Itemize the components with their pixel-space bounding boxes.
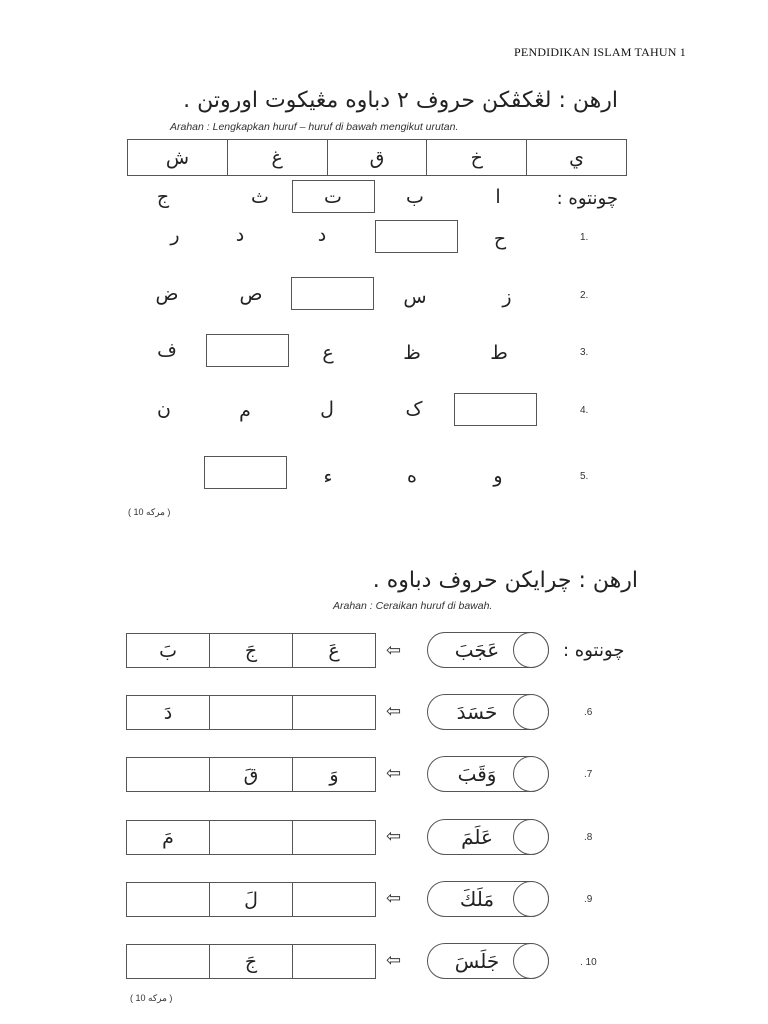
left-arrow-icon: ⇦ xyxy=(386,950,402,971)
pill-circle-icon xyxy=(513,943,549,979)
question-number: .9 xyxy=(584,894,593,905)
sequence-letter: ط xyxy=(490,342,508,364)
word-pill xyxy=(427,819,549,855)
split-cell[interactable] xyxy=(293,696,375,729)
question-number: 4. xyxy=(580,405,589,416)
split-cell[interactable] xyxy=(127,758,210,791)
split-answer-row xyxy=(126,944,376,979)
pill-circle-icon xyxy=(513,819,549,855)
answer-box[interactable] xyxy=(206,334,289,367)
split-cell: لَ xyxy=(210,883,293,916)
answer-box[interactable] xyxy=(204,456,287,489)
left-arrow-icon: ⇦ xyxy=(386,763,402,784)
word-text: عَجَبَ xyxy=(454,638,500,662)
sequence-letter: س xyxy=(403,286,427,308)
left-arrow-icon: ⇦ xyxy=(386,888,402,909)
pill-circle-icon xyxy=(513,694,549,730)
left-arrow-icon: ⇦ xyxy=(386,701,402,722)
sequence-letter: ص xyxy=(239,283,263,305)
word-pill xyxy=(427,881,549,917)
question-number: .7 xyxy=(584,769,593,780)
word-pill xyxy=(427,756,549,792)
section2-title-jawi: ارهن : چرايکن حروف دباوه . xyxy=(372,568,638,593)
split-cell: جَ xyxy=(210,945,293,978)
page-header: PENDIDIKAN ISLAM TAHUN 1 xyxy=(514,45,686,59)
example-letter: ث xyxy=(251,186,269,208)
letter-bank-cell: ق xyxy=(327,140,427,175)
split-cell[interactable] xyxy=(210,696,293,729)
split-answer-row xyxy=(126,882,376,917)
sequence-letter: ء xyxy=(323,466,333,488)
word-text: مَلَكَ xyxy=(459,887,495,911)
question-number: 1. xyxy=(580,232,589,243)
split-cell[interactable] xyxy=(127,945,210,978)
sequence-letter: ز xyxy=(502,286,512,308)
question-number: .6 xyxy=(584,707,593,718)
sequence-letter: د xyxy=(235,224,245,246)
marks-label: ( 10 مرکه ) xyxy=(130,993,173,1003)
example-letter: ت xyxy=(324,186,342,208)
split-cell[interactable] xyxy=(293,821,375,854)
word-pill xyxy=(427,632,549,668)
sequence-letter: ه xyxy=(407,465,417,487)
word-text: عَلَمَ xyxy=(461,825,493,849)
left-arrow-icon: ⇦ xyxy=(386,826,402,847)
question-number: .8 xyxy=(584,832,593,843)
example-label: چونتوه : xyxy=(563,640,625,661)
word-text: جَلَسَ xyxy=(454,949,500,973)
sequence-letter: ک xyxy=(405,398,423,420)
pill-circle-icon xyxy=(513,756,549,792)
split-cell[interactable] xyxy=(293,883,375,916)
sequence-letter: ل xyxy=(320,398,334,420)
example-letter: ا xyxy=(495,186,501,208)
word-text: حَسَدَ xyxy=(456,700,498,724)
section2-title-rumi: Arahan : Ceraikan huruf di bawah. xyxy=(333,600,493,612)
split-cell: وَ xyxy=(329,763,339,786)
pill-circle-icon xyxy=(513,881,549,917)
split-cell: دَ xyxy=(127,696,210,729)
sequence-letter: ر xyxy=(170,224,180,246)
split-answer-row xyxy=(126,820,376,855)
question-number: 2. xyxy=(580,290,589,301)
sequence-letter: م xyxy=(239,400,251,422)
word-pill xyxy=(427,694,549,730)
split-cell[interactable] xyxy=(293,945,375,978)
example-letter: ج xyxy=(156,186,170,208)
left-arrow-icon: ⇦ xyxy=(386,640,402,661)
pill-circle-icon xyxy=(513,632,549,668)
split-cell: جَ xyxy=(210,634,293,667)
sequence-letter: و xyxy=(493,465,503,487)
answer-box[interactable] xyxy=(454,393,537,426)
split-cell[interactable] xyxy=(210,821,293,854)
split-answer-row xyxy=(126,633,376,668)
answer-box[interactable] xyxy=(291,277,374,310)
sequence-letter: ف xyxy=(157,339,177,361)
question-number: 3. xyxy=(580,347,589,358)
sequence-letter: ض xyxy=(155,283,179,305)
letter-bank-cell: ي xyxy=(526,140,626,175)
example-letter: ب xyxy=(406,186,424,208)
word-text: وَقَبَ xyxy=(457,762,497,786)
letter-bank-cell: ش xyxy=(165,146,190,169)
split-cell: قَ xyxy=(210,758,293,791)
split-cell[interactable] xyxy=(127,883,210,916)
sequence-letter: ح xyxy=(493,228,507,250)
letter-bank-cell: خ xyxy=(426,140,526,175)
question-number: . 10 xyxy=(580,957,597,968)
sequence-letter: د xyxy=(317,224,327,246)
sequence-letter: ظ xyxy=(403,342,421,364)
split-answer-row xyxy=(126,695,376,730)
letter-bank-cell: غ xyxy=(227,140,327,175)
section1-title-rumi: Arahan : Lengkapkan huruf – huruf di bawah mengikut urutan. xyxy=(170,121,459,133)
answer-box[interactable] xyxy=(375,220,458,253)
sequence-letter: ن xyxy=(157,398,171,420)
marks-label: ( 10 مرکه ) xyxy=(128,507,171,517)
question-number: 5. xyxy=(580,471,589,482)
split-cell: عَ xyxy=(328,639,340,662)
section1-title-jawi: ارهن : لڠكڤكن حروف ٢ دباوه مڠيكوت اوروتن . xyxy=(183,88,618,113)
word-pill xyxy=(427,943,549,979)
split-cell: مَ xyxy=(127,821,210,854)
sequence-letter: ع xyxy=(322,342,334,364)
letter-bank xyxy=(127,139,627,176)
split-cell: بَ xyxy=(127,634,210,667)
split-answer-row xyxy=(126,757,376,792)
example-label: چونتوه : xyxy=(556,188,618,209)
